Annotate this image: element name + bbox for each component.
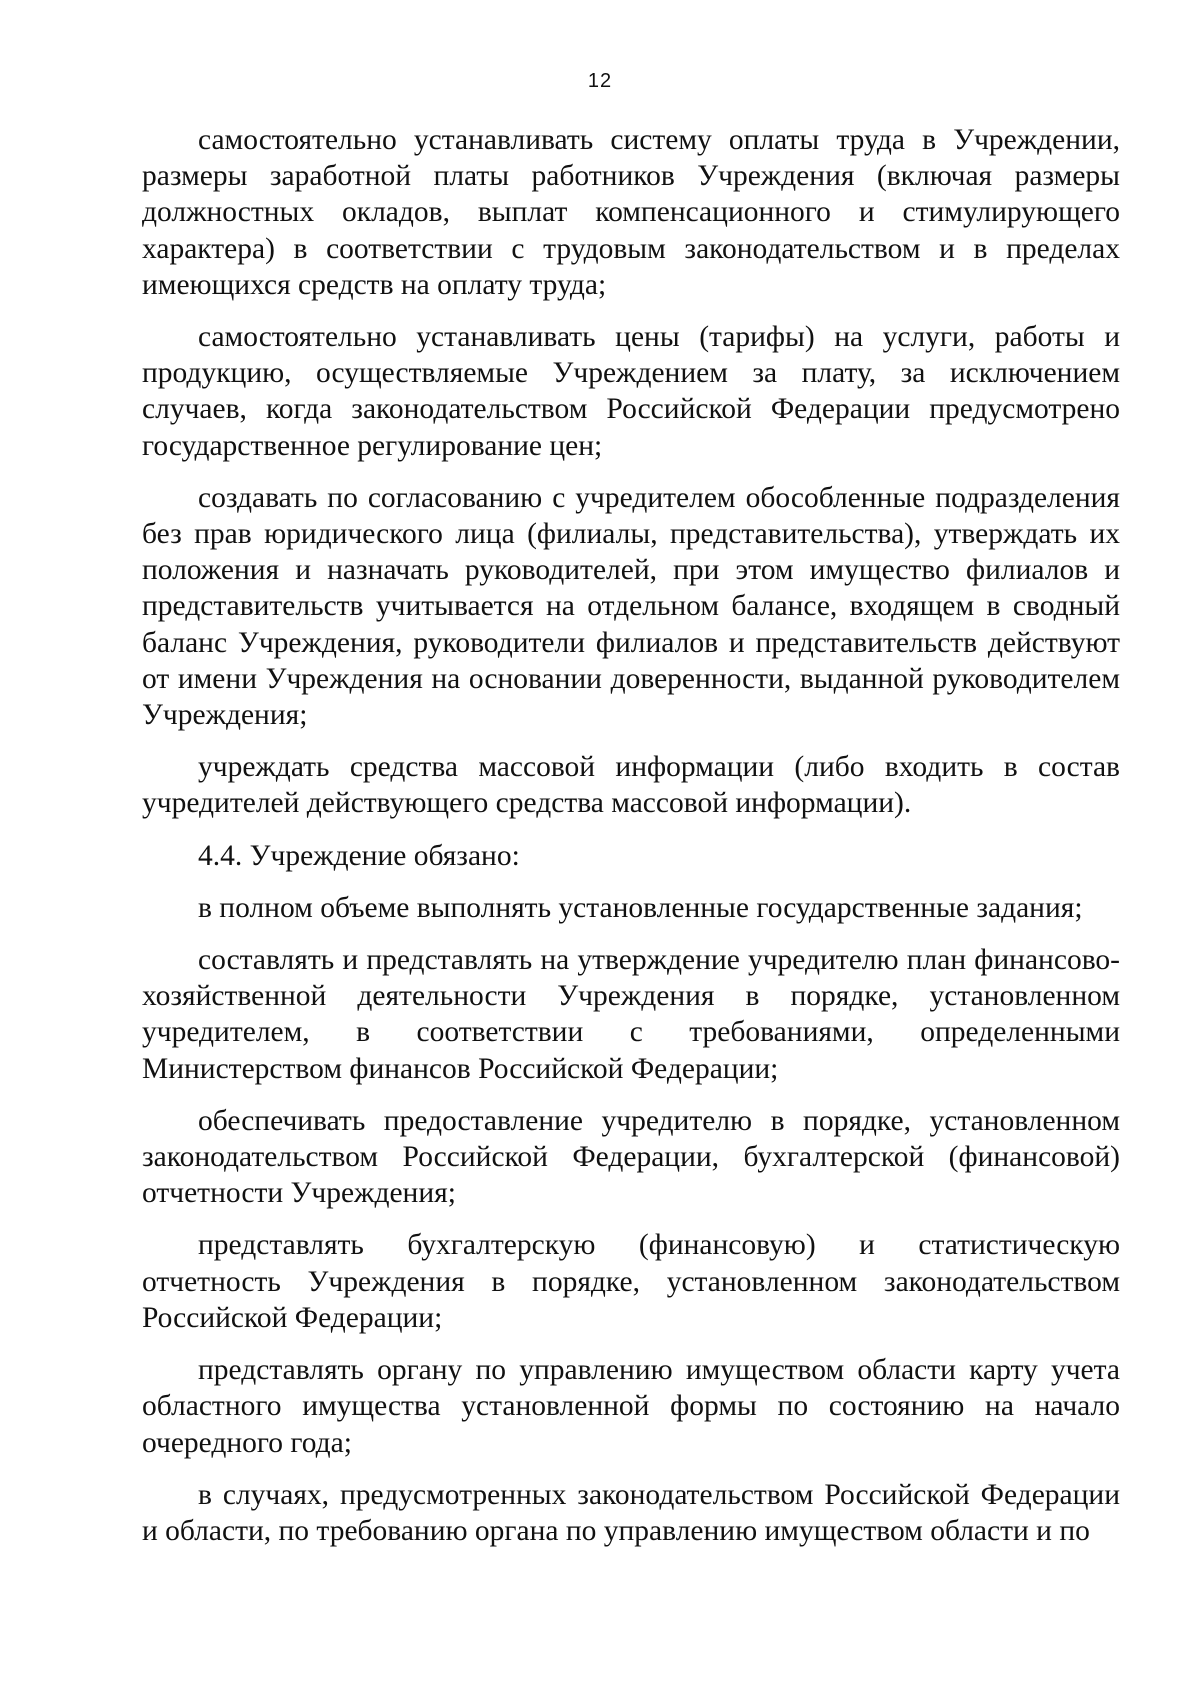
paragraph-branches: создавать по согласованию с учредителем обособленные подразделения без прав юридического лица (филиалы, представительства), утверждать их положения и назначать руководителей, при этом имущество филиалов и представительств учитывается на отдельном балансе, входящем в сводный баланс Учреждения, руководители филиалов и представительств действуют от имени Учреждения на основании доверенности, выданной руководителем Учреждения; bbox=[142, 481, 1120, 732]
page-number: 12 bbox=[587, 70, 613, 92]
paragraph-accounting-reports: обеспечивать предоставление учредителю в порядке, установленном законодательством Российской Федерации, бухгалтерской (финансовой) отчетности Учреждения; bbox=[142, 1104, 1120, 1210]
paragraph-state-tasks: в полном объеме выполнять установленные государственные задания; bbox=[198, 891, 1083, 924]
paragraph-property-card: представлять органу по управлению имуществом области карту учета областного имущества установленной формы по состоянию на начало очередного года; bbox=[142, 1354, 1120, 1459]
paragraph-mass-media: учреждать средства массовой информации (либо входить в состав учредителей действующего средства массовой информации). bbox=[142, 751, 1120, 820]
paragraph-financial-plan: составлять и представлять на утверждение учредителю план финансово-хозяйственной деятельности Учреждения в порядке, установленном учредителем, в соответствии с требованиями, определенными Министерством финансов Российской Федерации; bbox=[142, 944, 1120, 1085]
paragraph-wage-system: самостоятельно устанавливать систему оплаты труда в Учреждении, размеры заработной платы работников Учреждения (включая размеры должностных окладов, выплат компенсационного и стимулирующего характера) в соответствии с трудовым законодательством и в пределах имеющихся средств на оплату труда; bbox=[142, 124, 1120, 301]
document-body bbox=[142, 122, 1120, 1565]
paragraph-pricing: самостоятельно устанавливать цены (тарифы) на услуги, работы и продукцию, осуществляемые Учреждением за плату, за исключением случаев, когда законодательством Российской Федерации предусмотрено государственное регулирование цен; bbox=[142, 321, 1120, 462]
paragraph-continued: в случаях, предусмотренных законодательством Российской Федерации и области, по требованию органа по управлению имуществом области и по bbox=[142, 1478, 1120, 1547]
section-heading-4-4: 4.4. Учреждение обязано: bbox=[198, 839, 520, 872]
paragraph-statistical-reports: представлять бухгалтерскую (финансовую) и статистическую отчетность Учреждения в порядке, установленном законодательством Российской Федерации; bbox=[142, 1229, 1120, 1334]
